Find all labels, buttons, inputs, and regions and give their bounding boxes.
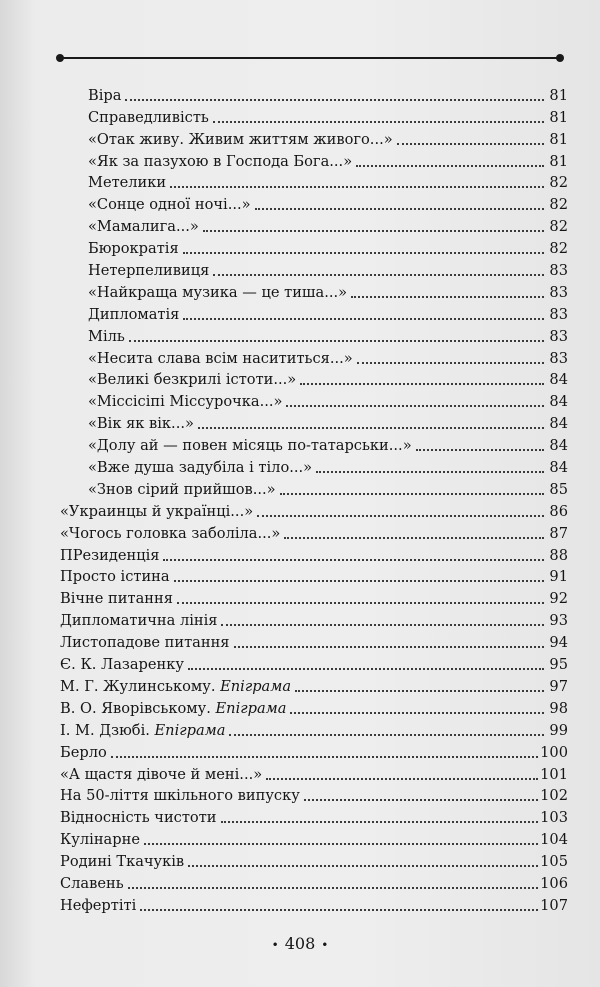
toc-entry-title <box>88 217 199 237</box>
toc-entry-page: 81 <box>549 108 568 126</box>
toc-entry-title-text: Нефертіті <box>60 896 137 914</box>
dot-leader <box>170 185 544 188</box>
page-footer <box>0 934 600 953</box>
toc-entry <box>60 369 568 391</box>
toc-entry-title <box>60 786 300 806</box>
toc-entry-page: 87 <box>549 524 568 542</box>
footer-bullet-right: • <box>321 937 329 952</box>
toc-entry <box>60 500 568 522</box>
toc-entry-page: 92 <box>549 590 568 608</box>
toc-entry-page: 102 <box>540 787 568 805</box>
toc-entry-title <box>60 524 280 544</box>
toc-entry-title <box>88 195 251 215</box>
toc-entry-title <box>88 327 125 347</box>
toc-entry-title <box>60 677 291 697</box>
toc-entry-page: 86 <box>549 502 568 520</box>
toc-entry-page: 83 <box>549 262 568 280</box>
toc-entry <box>60 631 568 653</box>
dot-leader <box>255 207 544 210</box>
toc-entry-title <box>88 130 393 150</box>
toc-entry-page: 99 <box>549 721 568 739</box>
toc-entry-title <box>60 808 217 828</box>
toc-entry-page: 84 <box>549 371 568 389</box>
toc-entry <box>60 150 568 172</box>
toc-entry <box>60 172 568 194</box>
toc-entry <box>60 609 568 631</box>
toc-entry <box>60 850 568 872</box>
toc-entry-title-text: Просто істина <box>60 568 170 586</box>
dot-leader <box>356 164 544 167</box>
toc-entry <box>60 106 568 128</box>
toc-entry-title <box>88 239 179 259</box>
dot-leader <box>213 120 544 123</box>
dot-leader <box>286 404 544 407</box>
dot-leader <box>128 886 538 889</box>
toc-entry <box>60 872 568 894</box>
toc-entry-title-text: «Як за пазухою в Господа Бога...» <box>88 152 353 170</box>
toc-entry-title <box>60 589 173 609</box>
dot-leader <box>280 492 544 495</box>
toc-entry-page: 95 <box>549 656 568 674</box>
toc-entry-title <box>88 349 353 369</box>
toc-entry-page: 83 <box>549 283 568 301</box>
toc-entry-title-text: Бюрократія <box>88 240 179 258</box>
toc-entry-title-text: «Сонце одної ночі...» <box>88 196 251 214</box>
toc-entry-title-text: Дипломатія <box>88 305 180 323</box>
toc-entry <box>60 763 568 785</box>
toc-entry <box>60 653 568 675</box>
toc-entry <box>60 325 568 347</box>
toc-entry <box>60 478 568 500</box>
toc-entry-page: 101 <box>540 765 568 783</box>
dot-leader <box>183 317 544 320</box>
toc-entry-page: 94 <box>549 634 568 652</box>
dot-leader <box>416 448 544 451</box>
toc-entry-title-text: Віра <box>88 86 122 104</box>
toc-entry <box>60 719 568 741</box>
toc-entry-title <box>60 502 253 522</box>
toc-entry-page: 85 <box>549 480 568 498</box>
toc-entry-title <box>88 414 194 434</box>
dot-leader <box>111 755 538 758</box>
dot-leader <box>357 361 544 364</box>
toc-entry <box>60 456 568 478</box>
toc-entry-title-text: Міль <box>88 327 125 345</box>
toc-entry-genre: Епіграма <box>220 677 292 695</box>
toc-entry-title <box>88 261 209 281</box>
dot-leader <box>221 623 544 626</box>
toc-entry <box>60 522 568 544</box>
dot-leader <box>257 514 544 517</box>
toc-entry-page: 91 <box>549 568 568 586</box>
toc-entry <box>60 84 568 106</box>
toc-entry-title <box>60 699 286 719</box>
toc-entry-title-text: «Несита слава всім насититься...» <box>88 349 353 367</box>
dot-leader <box>300 382 544 385</box>
toc-entry-title-text: І. М. Дзюбі. <box>60 721 150 739</box>
toc-entry-title <box>60 655 184 675</box>
toc-entry-title <box>60 743 107 763</box>
toc-entry-title <box>60 896 136 916</box>
toc-entry-page: 100 <box>540 743 568 761</box>
toc-entry-title-text: Дипломатична лінія <box>60 612 218 630</box>
dot-leader <box>163 558 544 561</box>
toc-entry <box>60 193 568 215</box>
dot-leader <box>140 908 538 911</box>
toc-entry <box>60 434 568 456</box>
toc-entry-title <box>88 370 296 390</box>
toc-entry-page: 84 <box>549 437 568 455</box>
toc-entry-title-text: «Найкраща музика — це тиша...» <box>88 283 348 301</box>
toc-entry-page: 83 <box>549 349 568 367</box>
dot-leader <box>213 273 544 276</box>
top-rule <box>60 57 560 59</box>
toc-entry <box>60 566 568 588</box>
dot-leader <box>295 689 544 692</box>
toc-entry-genre: Епіграма <box>154 721 226 739</box>
toc-entry-title <box>88 436 412 456</box>
toc-entry-title <box>88 108 209 128</box>
dot-leader <box>316 470 544 473</box>
toc-entry-title-text: ПРезиденція <box>60 546 160 564</box>
toc-entry-title-text: Кулінарне <box>60 831 140 849</box>
toc-entry-title <box>88 283 347 303</box>
toc-entry-page: 105 <box>540 853 568 871</box>
dot-leader <box>188 864 538 867</box>
toc-entry-title-text: «Долу ай — повен місяць по-татарськи...» <box>88 437 412 455</box>
footer-bullet-left: • <box>271 937 279 952</box>
toc-entry-title <box>88 173 166 193</box>
toc-entry <box>60 303 568 325</box>
toc-entry-title-text: Берло <box>60 743 107 761</box>
toc-entry-page: 93 <box>549 612 568 630</box>
toc-entry-page: 81 <box>549 152 568 170</box>
toc-entry-title <box>88 458 312 478</box>
toc-entry-title <box>88 480 276 500</box>
dot-leader <box>304 798 538 801</box>
toc-entry-title <box>60 567 170 587</box>
toc-entry-page: 81 <box>549 130 568 148</box>
toc-entry-page: 82 <box>549 174 568 192</box>
toc-entry-title <box>88 392 282 412</box>
toc-entry-genre: Епіграма <box>215 699 287 717</box>
dot-leader <box>177 601 544 604</box>
table-of-contents <box>60 84 568 916</box>
toc-entry-page: 83 <box>549 327 568 345</box>
toc-entry <box>60 390 568 412</box>
dot-leader <box>188 667 544 670</box>
toc-entry-title-text: В. О. Яворівському. <box>60 699 211 717</box>
toc-entry <box>60 281 568 303</box>
rule-left-dot <box>56 54 64 62</box>
dot-leader <box>203 229 544 232</box>
toc-entry-title-text: Вічне питання <box>60 590 173 608</box>
dot-leader <box>144 842 538 845</box>
toc-entry-title <box>60 852 184 872</box>
toc-entry-title-text: «Міссісіпі Міссурочка...» <box>88 393 283 411</box>
toc-entry-title <box>60 721 225 741</box>
toc-entry-page: 81 <box>549 86 568 104</box>
dot-leader <box>129 339 544 342</box>
rule-right-dot <box>556 54 564 62</box>
toc-entry-title-text: «Мамалига...» <box>88 218 199 236</box>
toc-entry-title <box>60 611 217 631</box>
dot-leader <box>266 777 538 780</box>
dot-leader <box>198 426 544 429</box>
toc-entry-page: 84 <box>549 459 568 477</box>
dot-leader <box>221 820 539 823</box>
toc-entry-title <box>60 633 230 653</box>
toc-entry-title-text: «Вік як вік...» <box>88 415 194 433</box>
toc-entry <box>60 215 568 237</box>
dot-leader <box>174 579 544 582</box>
dot-leader <box>125 98 544 101</box>
toc-entry <box>60 237 568 259</box>
toc-entry-page: 98 <box>549 699 568 717</box>
toc-entry-title-text: «Вже душа задубіла і тіло...» <box>88 459 313 477</box>
toc-entry-title-text: М. Г. Жулинському. <box>60 677 216 695</box>
toc-entry <box>60 587 568 609</box>
toc-entry-title <box>88 152 352 172</box>
toc-entry-title-text: Листопадове питання <box>60 634 230 652</box>
toc-entry-title <box>60 765 262 785</box>
toc-entry-title-text: Відносність чистоти <box>60 809 217 827</box>
toc-entry <box>60 544 568 566</box>
toc-entry <box>60 828 568 850</box>
dot-leader <box>234 645 544 648</box>
toc-entry-title-text: Метелики <box>88 174 167 192</box>
toc-entry <box>60 412 568 434</box>
toc-entry <box>60 894 568 916</box>
toc-entry-page: 107 <box>540 896 568 914</box>
toc-entry-title-text: «Отак живу. Живим життям живого...» <box>88 130 393 148</box>
toc-entry <box>60 347 568 369</box>
toc-entry-page: 84 <box>549 415 568 433</box>
toc-entry <box>60 675 568 697</box>
toc-entry-title <box>60 830 140 850</box>
toc-entry-title-text: Нетерпеливиця <box>88 262 210 280</box>
toc-entry <box>60 785 568 807</box>
toc-entry-page: 103 <box>540 809 568 827</box>
toc-entry-page: 88 <box>549 546 568 564</box>
toc-entry-title <box>60 874 124 894</box>
toc-entry-page: 82 <box>549 240 568 258</box>
toc-entry-title <box>88 86 121 106</box>
toc-entry-title <box>88 305 179 325</box>
toc-entry-page: 84 <box>549 393 568 411</box>
toc-entry-title-text: «А щастя дівоче й мені...» <box>60 765 263 783</box>
toc-entry-title-text: «Чогось головка заболіла...» <box>60 524 281 542</box>
toc-entry <box>60 697 568 719</box>
toc-entry-title-text: Родині Ткачуків <box>60 853 185 871</box>
toc-entry-title <box>60 546 159 566</box>
toc-entry-title-text: «Знов сірий прийшов...» <box>88 480 276 498</box>
dot-leader <box>397 142 544 145</box>
toc-entry <box>60 806 568 828</box>
toc-entry-title-text: Справедливість <box>88 108 209 126</box>
toc-entry-title-text: На 50-ліття шкільного випуску <box>60 787 300 805</box>
toc-entry-page: 82 <box>549 196 568 214</box>
toc-entry-page: 106 <box>540 874 568 892</box>
toc-entry-page: 104 <box>540 831 568 849</box>
toc-entry-page: 83 <box>549 305 568 323</box>
dot-leader <box>290 711 544 714</box>
toc-entry <box>60 128 568 150</box>
toc-entry <box>60 741 568 763</box>
dot-leader <box>229 733 544 736</box>
dot-leader <box>351 295 544 298</box>
toc-entry-page: 82 <box>549 218 568 236</box>
page-number: 408 <box>284 934 316 953</box>
dot-leader <box>183 251 544 254</box>
toc-entry <box>60 259 568 281</box>
toc-entry-page: 97 <box>549 677 568 695</box>
dot-leader <box>284 536 544 539</box>
toc-entry-title-text: «Великі безкрилі істоти...» <box>88 371 297 389</box>
toc-entry-title-text: Славень <box>60 874 124 892</box>
toc-entry-title-text: «Украинцы й українці...» <box>60 502 254 520</box>
toc-entry-title-text: Є. К. Лазаренку <box>60 656 184 674</box>
